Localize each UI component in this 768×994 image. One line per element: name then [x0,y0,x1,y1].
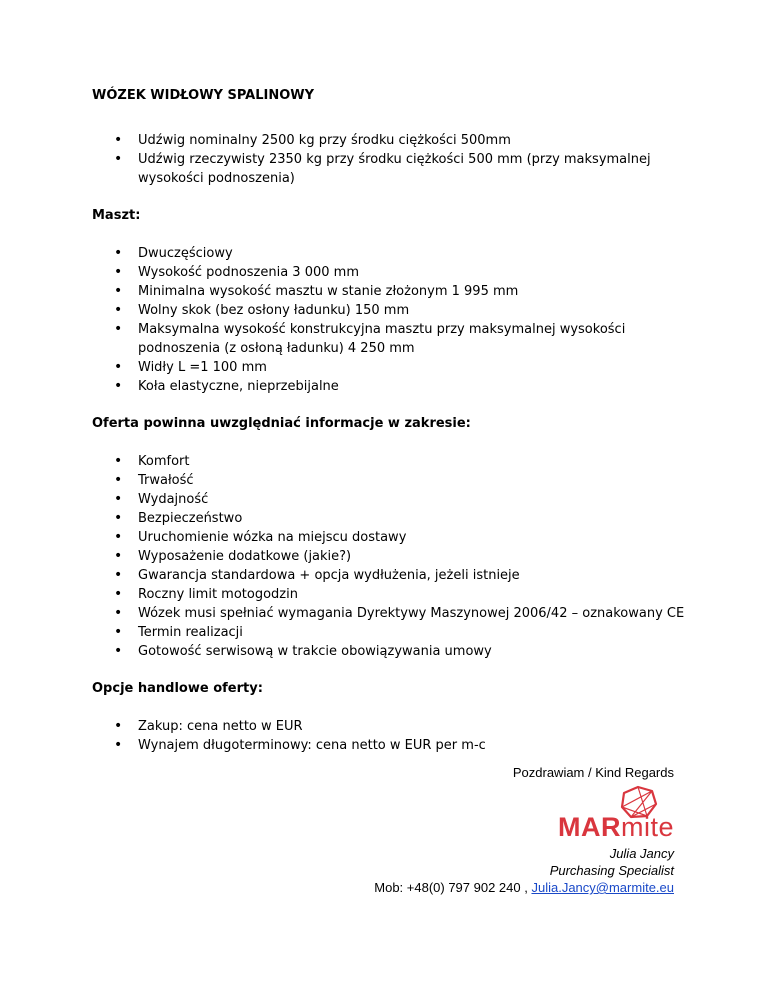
document-title: WÓZEK WIDŁOWY SPALINOWY [92,88,315,103]
list-item: • Uruchomienie wózka na miejscu dostawy [92,528,692,547]
email-signature [374,764,674,896]
list-item: • Wydajność [92,490,692,509]
mast-list [92,244,692,396]
list-item: • Wynajem długoterminowy: cena netto w EUR per m-c [92,736,692,755]
list-item: • Wózek musi spełniać wymagania Dyrektywy Maszynowej 2006/42 – oznakowany CE [92,604,692,623]
signature-mobile: Mob: +48(0) 797 902 240 , [374,880,532,895]
email-link[interactable]: Julia.Jancy@marmite.eu [531,880,674,895]
signature-name: Julia Jancy [609,846,674,861]
list-item: • Minimalna wysokość masztu w stanie złożonym 1 995 mm [92,282,692,301]
document-body [92,86,692,755]
logo-wordmark-light: mite [620,812,674,842]
options-list [92,717,692,755]
signature-role: Purchasing Specialist [549,863,674,878]
list-item: • Wyposażenie dodatkowe (jakie?) [92,547,692,566]
list-item: • Gotowość serwisową w trakcie obowiązywania umowy [92,642,692,661]
list-item: • Bezpieczeństwo [92,509,692,528]
list-item: • Zakup: cena netto w EUR [92,717,692,736]
list-item: • Wolny skok (bez osłony ładunku) 150 mm [92,301,692,320]
list-item: • Termin realizacji [92,623,692,642]
list-item: • Udźwig nominalny 2500 kg przy środku ciężkości 500mm [92,131,692,150]
offer-list [92,452,692,661]
list-item: • Koła elastyczne, nieprzebijalne [92,377,692,396]
list-item: • Widły L =1 100 mm [92,358,692,377]
list-item: • Roczny limit motogodzin [92,585,692,604]
mast-heading: Maszt: [92,208,141,223]
options-heading: Opcje handlowe oferty: [92,681,263,696]
capacity-list [92,131,692,188]
list-item: • Wysokość podnoszenia 3 000 mm [92,263,692,282]
offer-heading: Oferta powinna uwzględniać informacje w zakresie: [92,416,471,431]
logo-wordmark-bold: MAR [557,812,621,842]
logo-wordmark [558,813,674,841]
list-item: • Gwarancja standardowa + opcja wydłużenia, jeżeli istnieje [92,566,692,585]
signature-greeting: Pozdrawiam / Kind Regards [512,765,674,780]
list-item: • Komfort [92,452,692,471]
list-item: • Dwuczęściowy [92,244,692,263]
list-item: • Maksymalna wysokość konstrukcyjna masztu przy maksymalnej wysokości podnoszenia (z osłoną ładunku) 4 250 mm [92,320,692,358]
list-item: • Trwałość [92,471,692,490]
list-item: • Udźwig rzeczywisty 2350 kg przy środku ciężkości 500 mm (przy maksymalnej wysokości podnoszenia) [92,150,692,188]
signature-contact [374,879,674,896]
marmite-logo [544,785,674,841]
